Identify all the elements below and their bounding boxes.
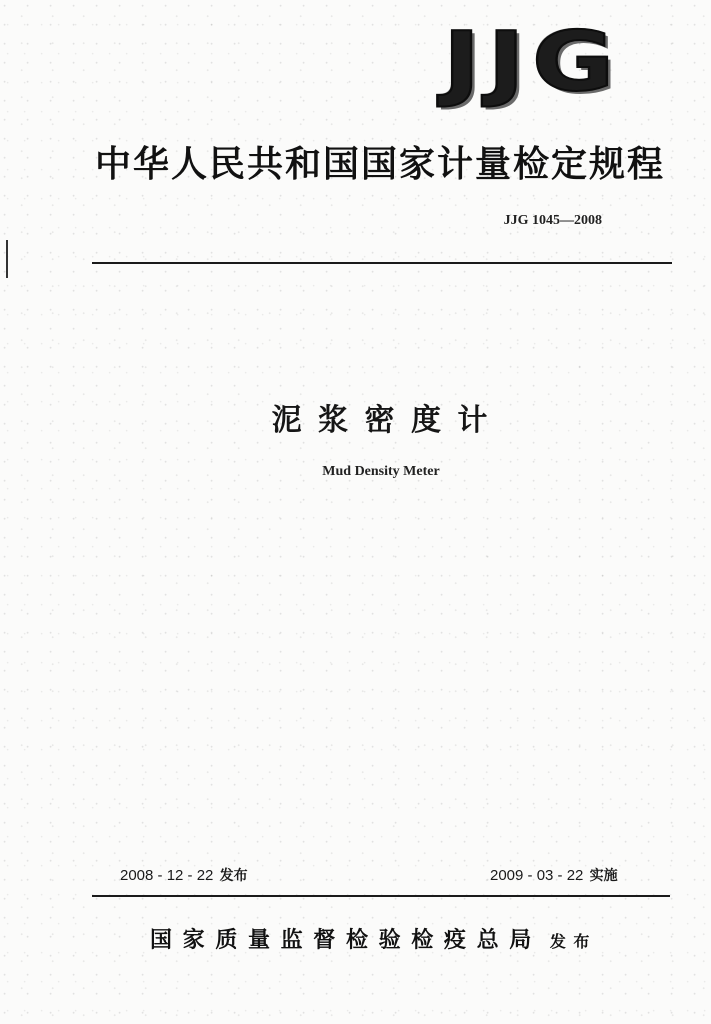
publish-action: 发 布 (549, 932, 591, 951)
bottom-divider (92, 895, 670, 897)
publisher-line (150, 924, 590, 958)
issue-date (120, 866, 248, 886)
document-code: JJG 1045—2008 (503, 213, 602, 228)
top-divider (92, 262, 672, 264)
effective-date (490, 866, 618, 886)
issue-date-label: 发布 (219, 868, 248, 884)
document-title-chinese: 泥 浆 密 度 计 (271, 403, 491, 438)
publishing-authority: 国 家 质 量 监 督 检 验 检 疫 总 局 (150, 927, 533, 953)
regulation-series-title: 中华人民共和国国家计量检定规程 (94, 143, 665, 185)
jjg-logo: JJG (443, 15, 622, 110)
effective-date-value: 2009 - 03 - 22 (490, 867, 584, 884)
effective-date-label: 实施 (589, 868, 618, 884)
issue-date-value: 2008 - 12 - 22 (120, 867, 214, 884)
document-title-english: Mud Density Meter (322, 464, 440, 479)
scan-edge-mark (6, 240, 8, 278)
